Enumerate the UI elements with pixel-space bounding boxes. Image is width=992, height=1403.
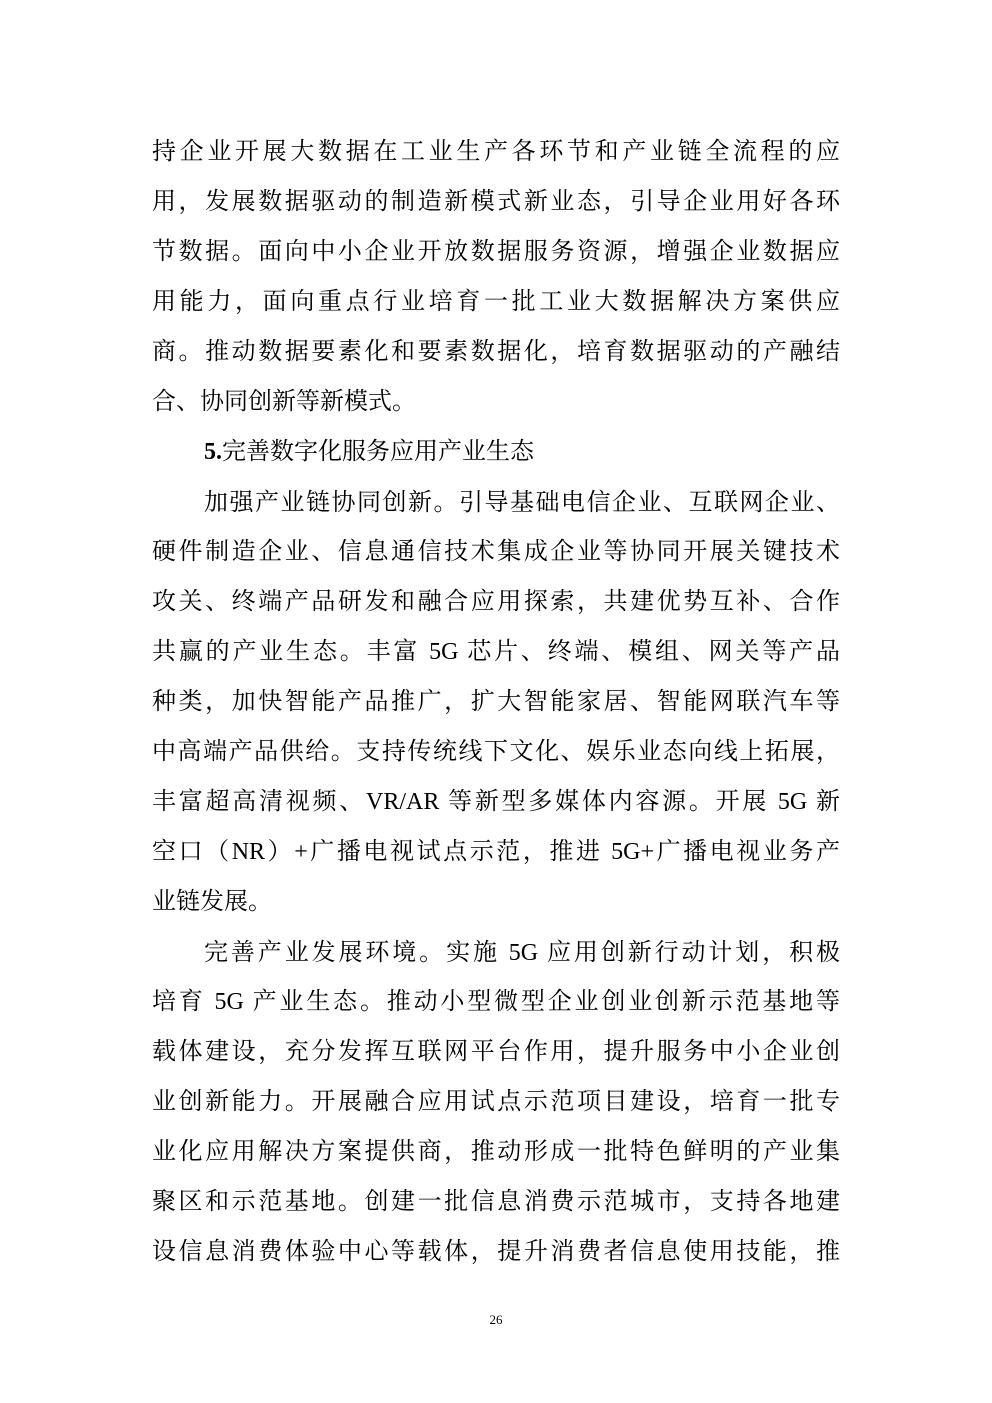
paragraph-line: 共赢的产业生态。丰富 5G 芯片、终端、模组、网关等产品: [152, 639, 840, 665]
paragraph-line: 硬件制造企业、信息通信技术集成企业等协同开展关键技术: [152, 539, 840, 565]
page-number: 26: [489, 1312, 503, 1327]
paragraph-line: 商。推动数据要素化和要素数据化，培育数据驱动的产融结: [152, 339, 840, 365]
paragraph-line: 持企业开展大数据在工业生产各环节和产业链全流程的应: [152, 139, 840, 165]
paragraph-line: 空口（NR）+广播电视试点示范，推进 5G+广播电视业务产: [152, 839, 840, 865]
body-text: [152, 127, 840, 1277]
paragraph-line: 用，发展数据驱动的制造新模式新业态，引导企业用好各环: [152, 189, 840, 215]
paragraph-line: 培育 5G 产业生态。推动小型微型企业创业创新示范基地等: [152, 989, 840, 1015]
section-heading-number: 5.: [204, 439, 222, 465]
paragraph-line: 聚区和示范基地。创建一批信息消费示范城市，支持各地建: [152, 1189, 840, 1215]
paragraph-line: 节数据。面向中小企业开放数据服务资源，增强企业数据应: [152, 239, 840, 265]
paragraph-line: 用能力，面向重点行业培育一批工业大数据解决方案供应: [152, 289, 840, 315]
lead-phrase: 完善产业发展环境。: [204, 938, 447, 966]
section-heading-text: 完善数字化服务应用产业生态: [222, 439, 534, 465]
lead-phrase: 加强产业链协同创新。: [204, 488, 459, 516]
paragraph-line: 业创新能力。开展融合应用试点示范项目建设，培育一批专: [152, 1089, 840, 1115]
paragraph-line: 中高端产品供给。支持传统线下文化、娱乐业态向线上拓展，: [152, 739, 840, 765]
section-heading: [152, 427, 840, 477]
paragraph-line: 设信息消费体验中心等载体，提升消费者信息使用技能，推: [152, 1239, 840, 1265]
paragraph-line: 合、协同创新等新模式。: [152, 389, 416, 415]
paragraph-line-text: 实施 5G 应用创新行动计划，积极: [446, 940, 840, 966]
paragraph-line-text: 引导基础电信企业、互联网企业、: [459, 490, 840, 516]
paragraph-line: 业链发展。: [152, 889, 272, 915]
paragraph-first-line: [152, 477, 840, 527]
paragraph-line: 攻关、终端产品研发和融合应用探索，共建优势互补、合作: [152, 589, 840, 615]
paragraph-line: 载体建设，充分发挥互联网平台作用，提升服务中小企业创: [152, 1039, 840, 1065]
paragraph-first-line: [152, 927, 840, 977]
paragraph-line: 种类，加快智能产品推广，扩大智能家居、智能网联汽车等: [152, 689, 840, 715]
paragraph-line: 丰富超高清视频、VR/AR 等新型多媒体内容源。开展 5G 新: [152, 789, 840, 815]
paragraph-line: 业化应用解决方案提供商，推动形成一批特色鲜明的产业集: [152, 1139, 840, 1165]
